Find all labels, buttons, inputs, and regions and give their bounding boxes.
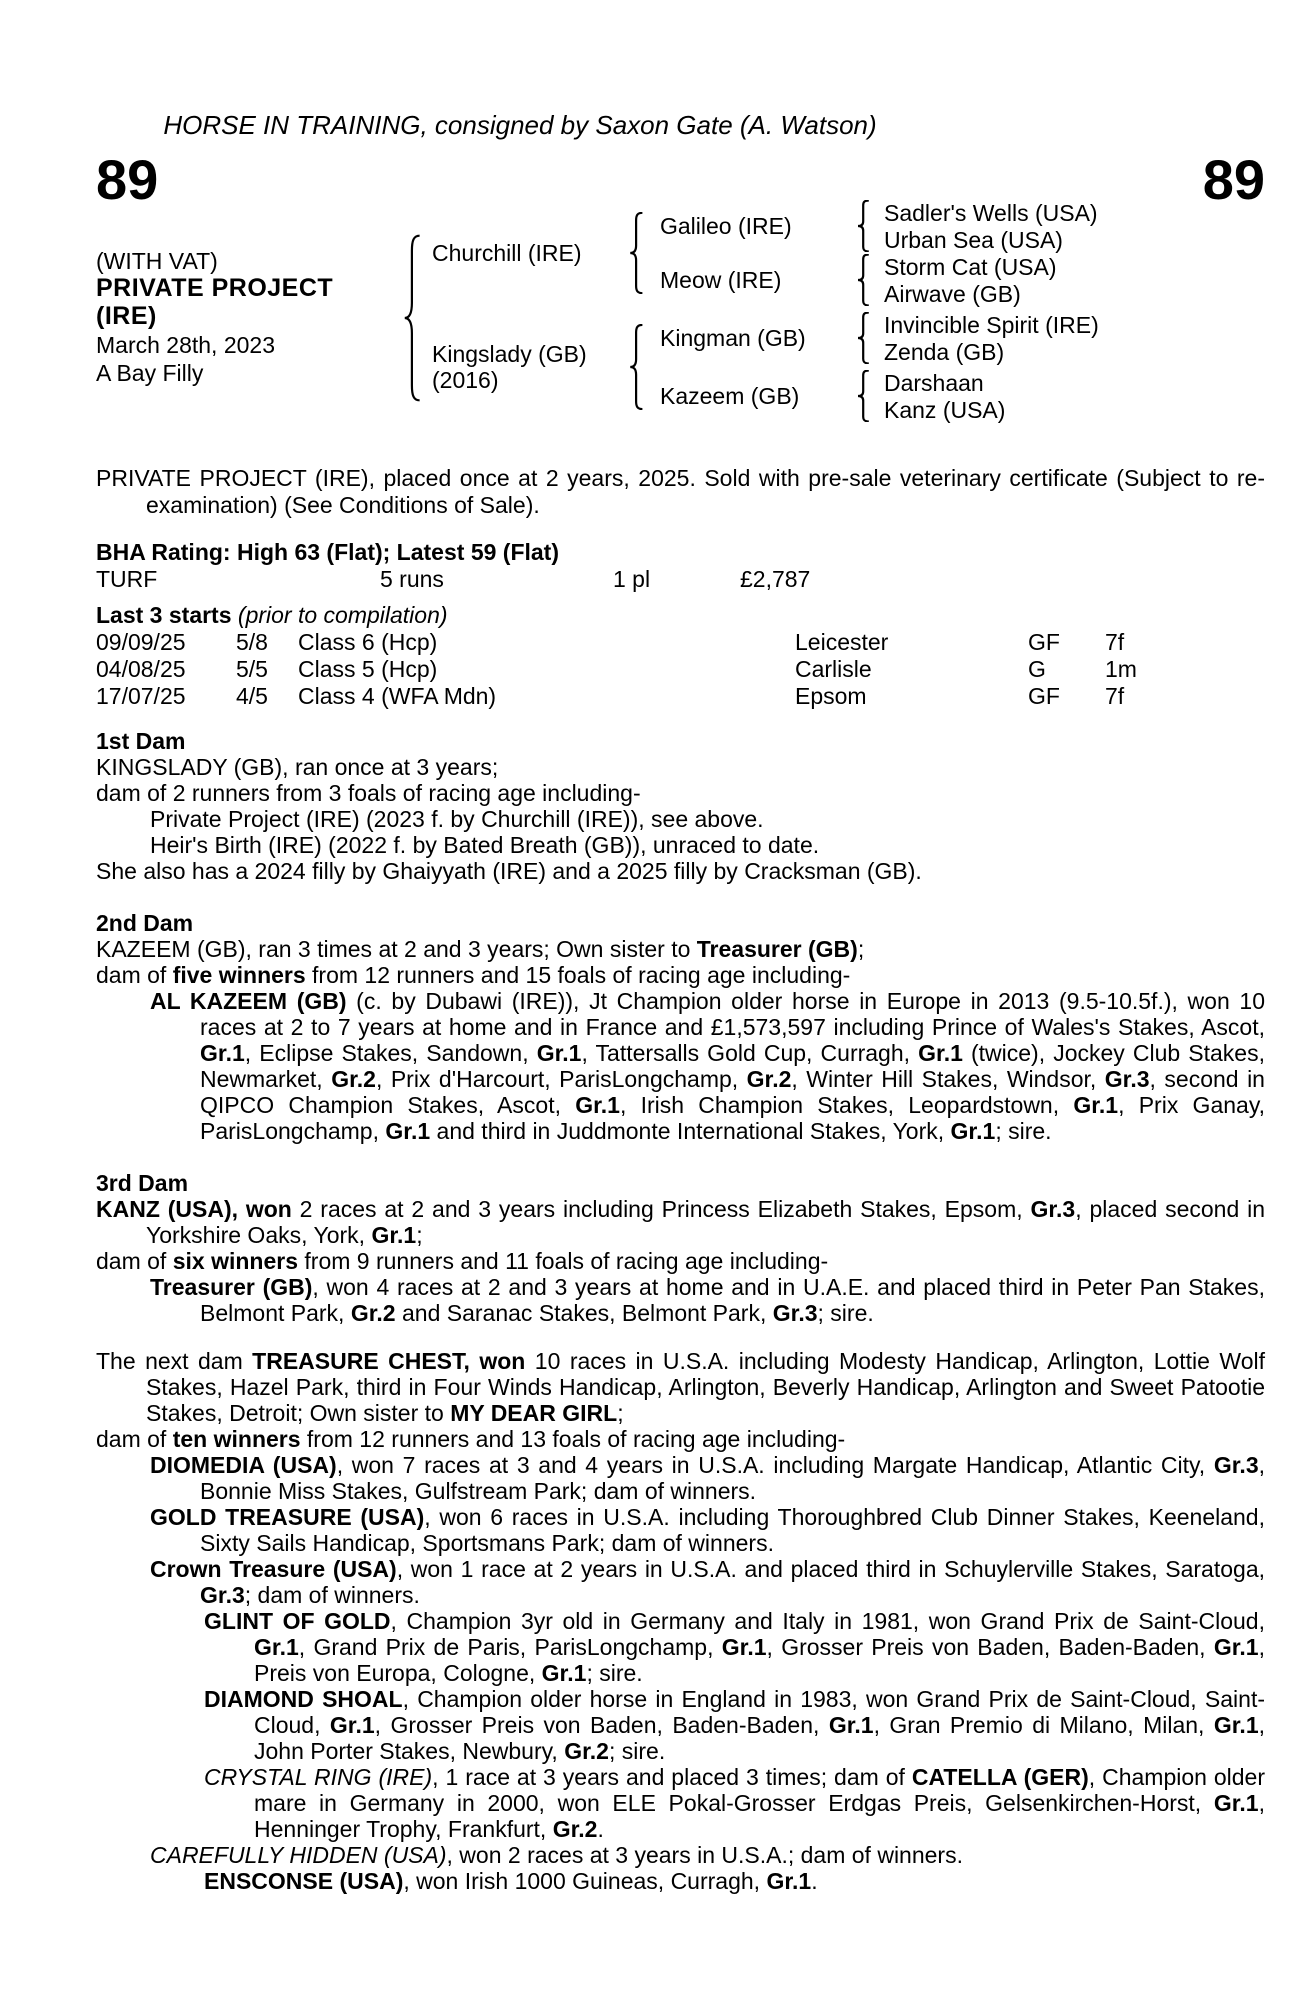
text-run: . bbox=[597, 1816, 604, 1842]
text-run: GOLD TREASURE (USA) bbox=[150, 1504, 425, 1530]
summary-paragraph bbox=[96, 465, 1265, 519]
pedigree-dam-year: (2016) bbox=[432, 367, 499, 393]
text-run: She also has a 2024 filly by Ghaiyyath (IRE) and a 2025 filly by Cracksman (GB). bbox=[96, 858, 922, 884]
text-run: Gr.1 bbox=[536, 1040, 582, 1066]
sale-summary bbox=[96, 465, 1265, 519]
dam-section-heading: 1st Dam bbox=[96, 728, 186, 754]
text-run: , Champion 3yr old in Germany and Italy in 1981, won Grand Prix de Saint-Cloud, bbox=[390, 1608, 1265, 1634]
text-run: ; bbox=[416, 1222, 423, 1248]
catalogue-paragraph bbox=[96, 1686, 1265, 1764]
catalogue-paragraph bbox=[96, 988, 1265, 1144]
text-run: , Champion older horse in England in 1983, won Grand Prix de Saint-Cloud, Saint-Cloud, bbox=[254, 1686, 1265, 1738]
text-run: six winners bbox=[172, 1248, 298, 1274]
start-going: GF bbox=[1028, 629, 1060, 655]
text-run: Gr.1 bbox=[1213, 1790, 1259, 1816]
text-run: Gr.3 bbox=[1213, 1452, 1259, 1478]
text-run: , Grosser Preis von Baden, Baden-Baden, bbox=[766, 1634, 1214, 1660]
text-run: Gr.1 bbox=[254, 1634, 299, 1660]
dam-section bbox=[96, 728, 1265, 884]
last-starts-note: (prior to compilation) bbox=[237, 602, 448, 628]
catalogue-paragraph bbox=[96, 1868, 1265, 1894]
start-going: GF bbox=[1028, 683, 1060, 709]
bha-rating-heading: BHA Rating: High 63 (Flat); Latest 59 (Flat) bbox=[96, 539, 559, 565]
start-course: Leicester bbox=[795, 629, 889, 655]
pedigree-sire-dam: Meow (IRE) bbox=[660, 267, 782, 293]
start-race: Class 5 (Hcp) bbox=[298, 656, 438, 682]
text-run: Gr.2 bbox=[746, 1066, 792, 1092]
last-starts-title: Last 3 starts bbox=[96, 602, 232, 628]
text-run: , second in QIPCO Champion Stakes, Ascot, bbox=[200, 1066, 1265, 1118]
text-run: The next dam bbox=[96, 1348, 253, 1374]
text-run: Gr.1 bbox=[950, 1118, 996, 1144]
text-run: and third in Juddmonte International Stakes, York, bbox=[430, 1118, 951, 1144]
text-run: dam of bbox=[96, 962, 173, 988]
catalogue-paragraph bbox=[96, 1842, 1265, 1868]
text-run: , won 1 race at 2 years in U.S.A. and placed third in Schuylerville Stakes, Saratoga, bbox=[396, 1556, 1266, 1582]
text-run: Gr.1 bbox=[575, 1092, 620, 1118]
catalogue-paragraph bbox=[96, 1348, 1265, 1426]
text-run: dam of bbox=[96, 1426, 173, 1452]
text-run: GLINT OF GOLD bbox=[204, 1608, 391, 1634]
dam-sections bbox=[96, 728, 1265, 1894]
color-sex: A Bay Filly bbox=[96, 360, 204, 386]
text-run: ; bbox=[857, 936, 865, 962]
pedigree-great-granddam-2: Airwave (GB) bbox=[884, 281, 1021, 307]
catalogue-paragraph bbox=[96, 1764, 1265, 1842]
text-run: , Winter Hill Stakes, Windsor, bbox=[791, 1066, 1105, 1092]
consignor-note: HORSE IN TRAINING, consigned by Saxon Gate (A. Watson) bbox=[163, 110, 877, 140]
text-run: , won 4 races at 2 and 3 years at home and in U.A.E. and placed third in Peter Pan Stakes, Belmont Park, bbox=[200, 1274, 1265, 1326]
pedigree-dam-brace-icon bbox=[628, 324, 646, 410]
horse-name: PRIVATE PROJECT bbox=[96, 274, 334, 302]
text-run: Private Project (IRE) (2023 f. by Churchill (IRE)), see above. bbox=[150, 806, 764, 832]
text-run: KAZEEM (GB), ran 3 times at 2 and 3 years; Own sister to bbox=[96, 936, 697, 962]
text-run: ; sire. bbox=[608, 1738, 666, 1764]
pedigree-great-granddam-1: Urban Sea (USA) bbox=[884, 227, 1063, 253]
pedigree-sire: Churchill (IRE) bbox=[432, 240, 582, 266]
text-run: ENSCONSE (USA) bbox=[204, 1868, 404, 1894]
dam-section bbox=[96, 1348, 1265, 1894]
text-run: KANZ (USA), won bbox=[96, 1196, 292, 1222]
text-run: , John Porter Stakes, Newbury, bbox=[254, 1712, 1266, 1764]
text-run: Heir's Birth (IRE) (2022 f. by Bated Breath (GB)), unraced to date. bbox=[150, 832, 820, 858]
start-going: G bbox=[1028, 656, 1046, 682]
text-run: from 12 runners and 15 foals of racing age including- bbox=[305, 962, 851, 988]
text-run: , Grand Prix de Paris, ParisLongchamp, bbox=[298, 1634, 722, 1660]
pedigree-great-granddam-4: Kanz (USA) bbox=[884, 397, 1006, 423]
text-run: dam of 2 runners from 3 foals of racing age including- bbox=[96, 780, 641, 806]
text-run: 10 races in U.S.A. including Modesty Handicap, Arlington, Lottie Wolf Stakes, Hazel Park, third in Four Winds Handicap, Arlington, Beverly Handicap, Arlington and Sweet Patootie Stakes, Detroit; Own sister to bbox=[146, 1348, 1265, 1426]
catalogue-paragraph bbox=[96, 806, 1265, 832]
text-run: Gr.3 bbox=[200, 1582, 245, 1608]
text-run: Gr.3 bbox=[772, 1300, 818, 1326]
text-run: Gr.1 bbox=[1213, 1634, 1259, 1660]
pedigree-great-grandsire-2: Storm Cat (USA) bbox=[884, 254, 1057, 280]
pedigree-branch-brace-icon bbox=[856, 254, 872, 306]
text-run: Gr.1 bbox=[1073, 1092, 1119, 1118]
text-run: ; sire. bbox=[586, 1660, 643, 1686]
catalogue-paragraph bbox=[96, 1196, 1265, 1248]
page-body bbox=[96, 440, 1265, 1894]
text-run: (twice), Jockey Club Stakes, Newmarket, bbox=[200, 1040, 1265, 1092]
dam-section-heading: 2nd Dam bbox=[96, 910, 194, 936]
catalogue-paragraph bbox=[96, 1248, 1265, 1274]
start-pos: 4/5 bbox=[236, 683, 268, 709]
text-run: Gr.3 bbox=[1104, 1066, 1150, 1092]
catalogue-paragraph bbox=[96, 780, 1265, 806]
pedigree-great-grandsire-4: Darshaan bbox=[884, 370, 984, 396]
text-run: 2 races at 2 and 3 years including Princess Elizabeth Stakes, Epsom, bbox=[291, 1196, 1031, 1222]
text-run: CATELLA (GER) bbox=[911, 1764, 1089, 1790]
text-run: Treasurer (GB) bbox=[696, 936, 858, 962]
text-run: Gr.1 bbox=[918, 1040, 963, 1066]
text-run: , Irish Champion Stakes, Leopardstown, bbox=[619, 1092, 1074, 1118]
horse-suffix: (IRE) bbox=[96, 302, 157, 330]
text-run: Gr.1 bbox=[371, 1222, 417, 1248]
start-row bbox=[96, 629, 1265, 656]
text-run: (c. by Dubawi (IRE)), Jt Champion older horse in Europe in 2013 (9.5-10.5f.), won 10 races at 2 to 7 years at home and in France and £1,573,597 including Prince of Wales's Stakes, Ascot, bbox=[200, 988, 1265, 1040]
text-run: Gr.1 bbox=[1213, 1712, 1259, 1738]
pedigree-sire-brace-icon bbox=[628, 212, 646, 294]
catalogue-paragraph bbox=[96, 832, 1265, 858]
text-run: Crown Treasure (USA) bbox=[150, 1556, 397, 1582]
text-run: , Preis von Europa, Cologne, bbox=[254, 1634, 1265, 1686]
start-date: 04/08/25 bbox=[96, 656, 186, 682]
lot-number-left: 89 bbox=[96, 148, 159, 211]
text-run: , Gran Premio di Milano, Milan, bbox=[873, 1712, 1214, 1738]
start-race: Class 4 (WFA Mdn) bbox=[298, 683, 497, 709]
dam-section-heading: 3rd Dam bbox=[96, 1170, 189, 1196]
last-starts-heading bbox=[96, 602, 1265, 629]
text-run: , 1 race at 3 years and placed 3 times; dam of bbox=[432, 1764, 912, 1790]
text-run: , won 7 races at 3 and 4 years in U.S.A. including Margate Handicap, Atlantic City, bbox=[336, 1452, 1214, 1478]
text-run: Gr.2 bbox=[331, 1066, 376, 1092]
text-run: DIOMEDIA (USA) bbox=[150, 1452, 337, 1478]
text-run: from 9 runners and 11 foals of racing age including- bbox=[298, 1248, 829, 1274]
catalogue-paragraph bbox=[96, 858, 1265, 884]
start-dist: 7f bbox=[1105, 683, 1125, 709]
text-run: KINGSLADY (GB), ran once at 3 years; bbox=[96, 754, 499, 780]
text-run: ; sire. bbox=[817, 1300, 874, 1326]
text-run: , Henninger Trophy, Frankfurt, bbox=[254, 1790, 1265, 1842]
text-run: and Saranac Stakes, Belmont Park, bbox=[395, 1300, 773, 1326]
start-date: 09/09/25 bbox=[96, 629, 186, 655]
pedigree-great-granddam-3: Zenda (GB) bbox=[884, 339, 1005, 365]
text-run: Gr.1 bbox=[385, 1118, 431, 1144]
catalogue-paragraph bbox=[96, 1426, 1265, 1452]
text-run: , won 6 races in U.S.A. including Thoroughbred Club Dinner Stakes, Keeneland, Sixty Sails Handicap, Sportsmans Park; dam of winners. bbox=[200, 1504, 1265, 1556]
page-header bbox=[0, 0, 1315, 440]
text-run: , Tattersalls Gold Cup, Curragh, bbox=[581, 1040, 919, 1066]
text-run: PRIVATE PROJECT (IRE), placed once at 2 years, 2025. Sold with pre-sale veterinary certificate (Subject to re-examination) (See Conditions of Sale). bbox=[96, 465, 1265, 518]
text-run: ; dam of winners. bbox=[244, 1582, 420, 1608]
pedigree-branch-brace-icon bbox=[856, 200, 872, 252]
text-run: , Eclipse Stakes, Sandown, bbox=[244, 1040, 537, 1066]
text-run: . bbox=[811, 1868, 818, 1894]
rating-surface: TURF bbox=[96, 566, 158, 592]
dam-section bbox=[96, 1170, 1265, 1326]
last-starts-rows bbox=[96, 629, 1265, 710]
text-run: DIAMOND SHOAL bbox=[204, 1686, 403, 1712]
text-run: AL KAZEEM (GB) bbox=[150, 988, 347, 1014]
text-run: , won 2 races at 3 years in U.S.A.; dam of winners. bbox=[446, 1842, 963, 1868]
pedigree-dam-sire: Kingman (GB) bbox=[660, 325, 806, 351]
pedigree-sire-sire: Galileo (IRE) bbox=[660, 213, 792, 239]
foal-date: March 28th, 2023 bbox=[96, 332, 276, 358]
catalogue-paragraph bbox=[96, 1452, 1265, 1504]
text-run: , won Irish 1000 Guineas, Curragh, bbox=[403, 1868, 767, 1894]
text-run: , Prix Ganay, ParisLongchamp, bbox=[200, 1092, 1265, 1144]
start-date: 17/07/25 bbox=[96, 683, 186, 709]
text-run: dam of bbox=[96, 1248, 173, 1274]
rating-runs: 5 runs bbox=[380, 566, 444, 592]
catalogue-paragraph bbox=[96, 1556, 1265, 1608]
rating-row bbox=[96, 566, 1265, 593]
start-row bbox=[96, 683, 1265, 710]
catalogue-paragraph bbox=[96, 754, 1265, 780]
text-run: ; bbox=[617, 1400, 624, 1426]
rating-earnings: £2,787 bbox=[740, 566, 811, 592]
catalogue-paragraph bbox=[96, 962, 1265, 988]
lot-number-right: 89 bbox=[1202, 148, 1265, 211]
text-run: ten winners bbox=[172, 1426, 301, 1452]
text-run: Gr.1 bbox=[828, 1712, 874, 1738]
text-run: Gr.2 bbox=[350, 1300, 396, 1326]
pedigree-great-grandsire-1: Sadler's Wells (USA) bbox=[884, 200, 1098, 226]
start-pos: 5/5 bbox=[236, 656, 268, 682]
start-row bbox=[96, 656, 1265, 683]
text-run: Gr.2 bbox=[552, 1816, 598, 1842]
text-run: Gr.1 bbox=[329, 1712, 375, 1738]
text-run: Gr.1 bbox=[200, 1040, 245, 1066]
pedigree-branch-brace-icon bbox=[856, 312, 872, 364]
catalogue-paragraph bbox=[96, 1504, 1265, 1556]
pedigree-great-grandsire-3: Invincible Spirit (IRE) bbox=[884, 312, 1099, 338]
rating-places: 1 pl bbox=[613, 566, 651, 592]
pedigree-branch-brace-icon bbox=[856, 370, 872, 422]
catalogue-paragraph bbox=[96, 936, 1265, 962]
pedigree-dam: Kingslady (GB) bbox=[432, 341, 587, 367]
start-course: Carlisle bbox=[795, 656, 872, 682]
catalogue-paragraph bbox=[96, 1274, 1265, 1326]
catalogue-paragraph bbox=[96, 1608, 1265, 1686]
vat-note: (WITH VAT) bbox=[96, 248, 218, 274]
text-run: Gr.1 bbox=[766, 1868, 812, 1894]
text-run: Treasurer (GB) bbox=[150, 1274, 313, 1300]
start-course: Epsom bbox=[795, 683, 867, 709]
text-run: Gr.1 bbox=[541, 1660, 587, 1686]
pedigree-main-brace-icon bbox=[402, 234, 424, 402]
pedigree-dam-dam: Kazeem (GB) bbox=[660, 383, 800, 409]
start-race: Class 6 (Hcp) bbox=[298, 629, 438, 655]
text-run: , Champion older mare in Germany in 2000, won ELE Pokal-Grosser Erdgas Preis, Gelsenkirchen-Horst, bbox=[254, 1764, 1266, 1816]
dam-section bbox=[96, 910, 1265, 1144]
text-run: Gr.3 bbox=[1030, 1196, 1076, 1222]
last-starts-block bbox=[96, 602, 1265, 710]
start-dist: 7f bbox=[1105, 629, 1125, 655]
start-pos: 5/8 bbox=[236, 629, 268, 655]
text-run: Gr.1 bbox=[721, 1634, 767, 1660]
text-run: Gr.2 bbox=[564, 1738, 609, 1764]
text-run: , placed second in Yorkshire Oaks, York, bbox=[146, 1196, 1265, 1248]
text-run: , Bonnie Miss Stakes, Gulfstream Park; dam of winners. bbox=[200, 1452, 1266, 1504]
text-run: , Grosser Preis von Baden, Baden-Baden, bbox=[374, 1712, 829, 1738]
text-run: MY DEAR GIRL bbox=[450, 1400, 618, 1426]
text-run: five winners bbox=[172, 962, 306, 988]
text-run: CRYSTAL RING (IRE) bbox=[204, 1764, 433, 1790]
text-run: TREASURE CHEST, won bbox=[252, 1348, 526, 1374]
start-dist: 1m bbox=[1105, 656, 1137, 682]
text-run: CAREFULLY HIDDEN (USA) bbox=[150, 1842, 447, 1868]
text-run: , Prix d'Harcourt, ParisLongchamp, bbox=[375, 1066, 747, 1092]
text-run: from 12 runners and 13 foals of racing age including- bbox=[300, 1426, 846, 1452]
text-run: ; sire. bbox=[995, 1118, 1052, 1144]
